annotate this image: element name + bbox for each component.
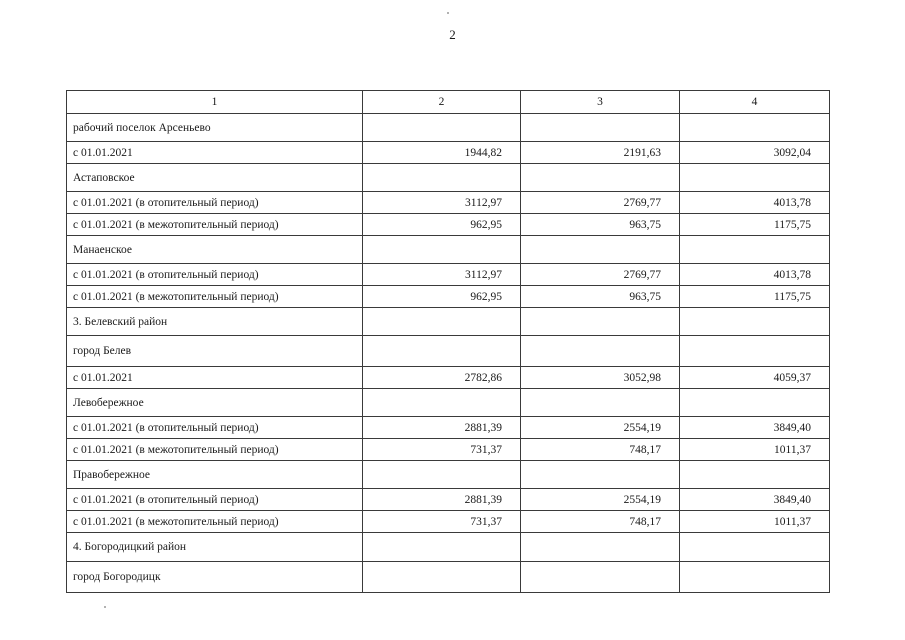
value-cell-col3: 748,17: [521, 439, 680, 461]
value-cell-col4: 4059,37: [680, 367, 830, 389]
row-label-cell: с 01.01.2021 (в межотопительный период): [67, 511, 363, 533]
table-row: [67, 389, 830, 417]
column-header: 2: [363, 91, 521, 114]
row-label-cell: с 01.01.2021: [67, 367, 363, 389]
row-label-cell: 3. Белевский район: [67, 308, 363, 336]
value-cell-col2: [363, 236, 521, 264]
value-cell-col4: 1175,75: [680, 286, 830, 308]
table-row: [67, 336, 830, 367]
value-cell-col2: [363, 308, 521, 336]
table-row: [67, 264, 830, 286]
row-label-cell: Левобережное: [67, 389, 363, 417]
table-row: [67, 142, 830, 164]
value-cell-col2: [363, 164, 521, 192]
value-cell-col3: 3052,98: [521, 367, 680, 389]
value-cell-col4: 4013,78: [680, 264, 830, 286]
tariff-table: [66, 90, 830, 593]
row-label-cell: с 01.01.2021 (в отопительный период): [67, 489, 363, 511]
value-cell-col4: [680, 114, 830, 142]
value-cell-col3: [521, 236, 680, 264]
value-cell-col3: [521, 308, 680, 336]
value-cell-col3: 2554,19: [521, 489, 680, 511]
column-header: 1: [67, 91, 363, 114]
value-cell-col4: 3849,40: [680, 417, 830, 439]
table-row: [67, 192, 830, 214]
value-cell-col2: 731,37: [363, 439, 521, 461]
table-row: [67, 286, 830, 308]
value-cell-col3: 2769,77: [521, 264, 680, 286]
table-row: [67, 439, 830, 461]
value-cell-col4: [680, 336, 830, 367]
row-label-cell: с 01.01.2021 (в межотопительный период): [67, 439, 363, 461]
value-cell-col2: [363, 389, 521, 417]
value-cell-col2: [363, 533, 521, 562]
table-row: [67, 367, 830, 389]
column-header: 4: [680, 91, 830, 114]
row-label-cell: с 01.01.2021: [67, 142, 363, 164]
value-cell-col2: 962,95: [363, 286, 521, 308]
value-cell-col4: [680, 308, 830, 336]
table-row: [67, 236, 830, 264]
table-header-row: [67, 91, 830, 114]
table-row: [67, 562, 830, 593]
value-cell-col4: 4013,78: [680, 192, 830, 214]
table-row: [67, 114, 830, 142]
value-cell-col4: [680, 236, 830, 264]
table-row: [67, 533, 830, 562]
value-cell-col2: [363, 114, 521, 142]
row-label-cell: город Богородицк: [67, 562, 363, 593]
scan-speck: [104, 606, 106, 608]
value-cell-col2: [363, 562, 521, 593]
value-cell-col2: 2782,86: [363, 367, 521, 389]
row-label-cell: 4. Богородицкий район: [67, 533, 363, 562]
value-cell-col3: [521, 114, 680, 142]
value-cell-col4: 3849,40: [680, 489, 830, 511]
row-label-cell: с 01.01.2021 (в отопительный период): [67, 192, 363, 214]
value-cell-col3: [521, 461, 680, 489]
value-cell-col4: 1011,37: [680, 439, 830, 461]
value-cell-col2: 2881,39: [363, 489, 521, 511]
row-label-cell: с 01.01.2021 (в межотопительный период): [67, 214, 363, 236]
page-number: 2: [449, 27, 456, 42]
row-label-cell: с 01.01.2021 (в отопительный период): [67, 417, 363, 439]
value-cell-col3: 2769,77: [521, 192, 680, 214]
row-label-cell: Манаенское: [67, 236, 363, 264]
value-cell-col4: [680, 389, 830, 417]
value-cell-col2: 2881,39: [363, 417, 521, 439]
table-row: [67, 461, 830, 489]
column-header: 3: [521, 91, 680, 114]
value-cell-col3: [521, 336, 680, 367]
value-cell-col3: [521, 562, 680, 593]
value-cell-col3: 2191,63: [521, 142, 680, 164]
scan-speck: [447, 12, 449, 14]
value-cell-col3: [521, 164, 680, 192]
row-label-cell: город Белев: [67, 336, 363, 367]
value-cell-col3: 748,17: [521, 511, 680, 533]
value-cell-col4: [680, 562, 830, 593]
row-label-cell: Астаповское: [67, 164, 363, 192]
table-row: [67, 511, 830, 533]
table-row: [67, 308, 830, 336]
value-cell-col4: 1011,37: [680, 511, 830, 533]
table-row: [67, 164, 830, 192]
value-cell-col2: 962,95: [363, 214, 521, 236]
value-cell-col2: 3112,97: [363, 264, 521, 286]
value-cell-col2: [363, 336, 521, 367]
table-row: [67, 417, 830, 439]
value-cell-col2: 3112,97: [363, 192, 521, 214]
value-cell-col2: [363, 461, 521, 489]
value-cell-col4: [680, 164, 830, 192]
value-cell-col2: 1944,82: [363, 142, 521, 164]
row-label-cell: с 01.01.2021 (в отопительный период): [67, 264, 363, 286]
value-cell-col4: [680, 461, 830, 489]
table-body: [67, 91, 830, 593]
value-cell-col3: 2554,19: [521, 417, 680, 439]
value-cell-col4: 3092,04: [680, 142, 830, 164]
value-cell-col3: [521, 389, 680, 417]
value-cell-col3: 963,75: [521, 214, 680, 236]
value-cell-col4: [680, 533, 830, 562]
value-cell-col2: 731,37: [363, 511, 521, 533]
table-row: [67, 214, 830, 236]
row-label-cell: с 01.01.2021 (в межотопительный период): [67, 286, 363, 308]
value-cell-col3: [521, 533, 680, 562]
value-cell-col3: 963,75: [521, 286, 680, 308]
value-cell-col4: 1175,75: [680, 214, 830, 236]
row-label-cell: Правобережное: [67, 461, 363, 489]
table-row: [67, 489, 830, 511]
row-label-cell: рабочий поселок Арсеньево: [67, 114, 363, 142]
